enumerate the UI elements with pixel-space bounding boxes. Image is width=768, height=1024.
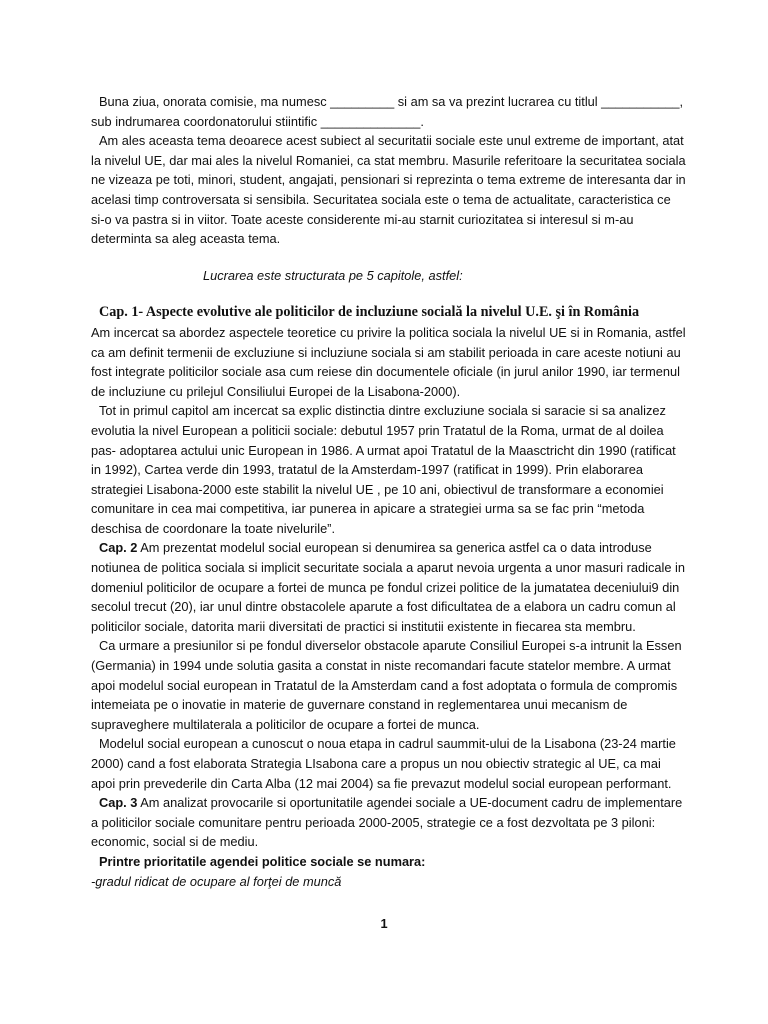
- chapter1-title: Aspecte evolutive ale politicilor de incluziune socială la nivelul U.E. şi în România: [145, 304, 640, 321]
- chapter2-text-1: Am prezentat modelul social european si denumirea sa generica astfel ca o data introduse notiunea de politica sociala si implicit securitate sociala a aparut nevoia urgenta a unor masuri radicale in domeniul politicilor de ocupare a fortei de munca pe fondul crizei politice de la jumatatea deceniului9 din secolul trecut (20), iar unul dintre obstacolele aparute a fost dificultatea de a elabora un cadru comun al politicilor sociale, datorita marii diversitati de practici si institutii existente in fiecarea sta membru.: [91, 540, 685, 634]
- chapter1-label: Cap. 1-: [99, 304, 144, 321]
- chapter2-paragraph-3: Modelul social european a cunoscut o noua etapa in cadrul saummit-ului de la Lisabona (23-24 martie 2000) cand a fost elaborata Strategia LIsabona care a propus un nou obiectiv strategic al UE, ca mai apoi prin prevederile din Carta Alba (12 mai 2004) sa fie prevazut modelul social european performant.: [91, 736, 676, 791]
- chapter3-label: Cap. 3: [99, 795, 138, 811]
- intro-paragraph-greeting: Buna ziua, onorata comisie, ma numesc _________ si am sa va prezint lucrarea cu titlul ___________, sub indrumarea coordonatorului stiintific ______________.: [91, 94, 684, 129]
- chapter2-label: Cap. 2: [99, 540, 138, 556]
- structure-heading: Lucrarea este structurata pe 5 capitole, astfel:: [203, 267, 463, 283]
- chapter1-paragraph-2: Tot in primul capitol am incercat sa explic distinctia dintre excluziune sociala si saracie si sa analizez evolutia la nivel European a politicii sociale: debutul 1957 prin Tratatul de la Roma, urmat de al doilea pas- adoptarea actului unic European in 1986. A urmat apoi Tratatul de la Maasctricht din 1990 (ratificat in 1992), Cartea verde din 1993, tratatul de la Amsterdam-1997 (ratificat in 1999). Prin elaborarea strategiei Lisabona-2000 este stabilit la nivelul UE , pe 10 ani, obiectivul de transformare a economiei comunitare in cea mai competitiva, iar punerea in apicare a strategiei urma sa se fac prin “metoda deschisa de coordonare la toate nivelurile”.: [91, 403, 676, 536]
- chapter1-paragraph-1: Am incercat sa abordez aspectele teoretice cu privire la politica sociala la nivelul UE si in Romania, astfel ca am definit termenii de excluziune si incluziune sociala si am stabilit perioada in care aceste notiuni au fost integrate politicilor sociale asa cum reiese din documentele oficiale (in jurul anilor 1990, iar termenul de incluziune cu prilejul Consiliului Europei de la Lisabona-2000).: [91, 324, 686, 399]
- document-body: [91, 92, 687, 891]
- chapter1-heading: [91, 303, 687, 323]
- chapter3-paragraph-2: Printre prioritatile agendei politice sociale se numara:: [99, 853, 426, 869]
- chapter3-paragraph-1: [91, 793, 687, 852]
- chapter2-paragraph-1: [91, 538, 687, 636]
- intro-paragraph-topic-choice: Am ales aceasta tema deoarece acest subiect al securitatii sociale este unul extreme de important, atat la nivelul UE, dar mai ales la nivelul Romaniei, ca stat membru. Masurile referitoare la securitatea sociala ne vizeaza pe toti, minori, student, angajati, pensionari si reprezinta o tema extreme de interesanta dar in acelasi timp controversata si sensibila. Securitatea sociala este o tema de actualitate, caracteristica ce si-o va pastra si in viitor. Toate aceste considerente mi-au starnit curiozitatea si interesul si m-au determinta sa aleg aceasta tema.: [91, 133, 686, 247]
- chapter2-paragraph-2: Ca urmare a presiunilor si pe fondul diverselor obstacole aparute Consiliul Europei s-a intrunit la Essen (Germania) in 1994 unde solutia gasita a constat in niste recomandari facute statelor membre. A urmat apoi modelul social european in Tratatul de la Amsterdam cand a fost adoptata o formula de compromis intemeiata pe o inovatie in materie de guvernare constand in reglementarea unui mecanism de supraveghere multilaterala a politicilor de ocupare a fortei de munca.: [91, 638, 682, 732]
- list-item: -gradul ridicat de ocupare al forţei de muncă: [91, 873, 342, 889]
- chapter3-text-1: Am analizat provocarile si oportunitatile agendei sociale a UE-document cadru de implementare a politicilor sociale comunitare pentru perioada 2000-2005, strategie ce a fost dezvoltata pe 3 piloni: economic, social si de mediu.: [91, 795, 683, 850]
- page-number: 1: [380, 916, 388, 931]
